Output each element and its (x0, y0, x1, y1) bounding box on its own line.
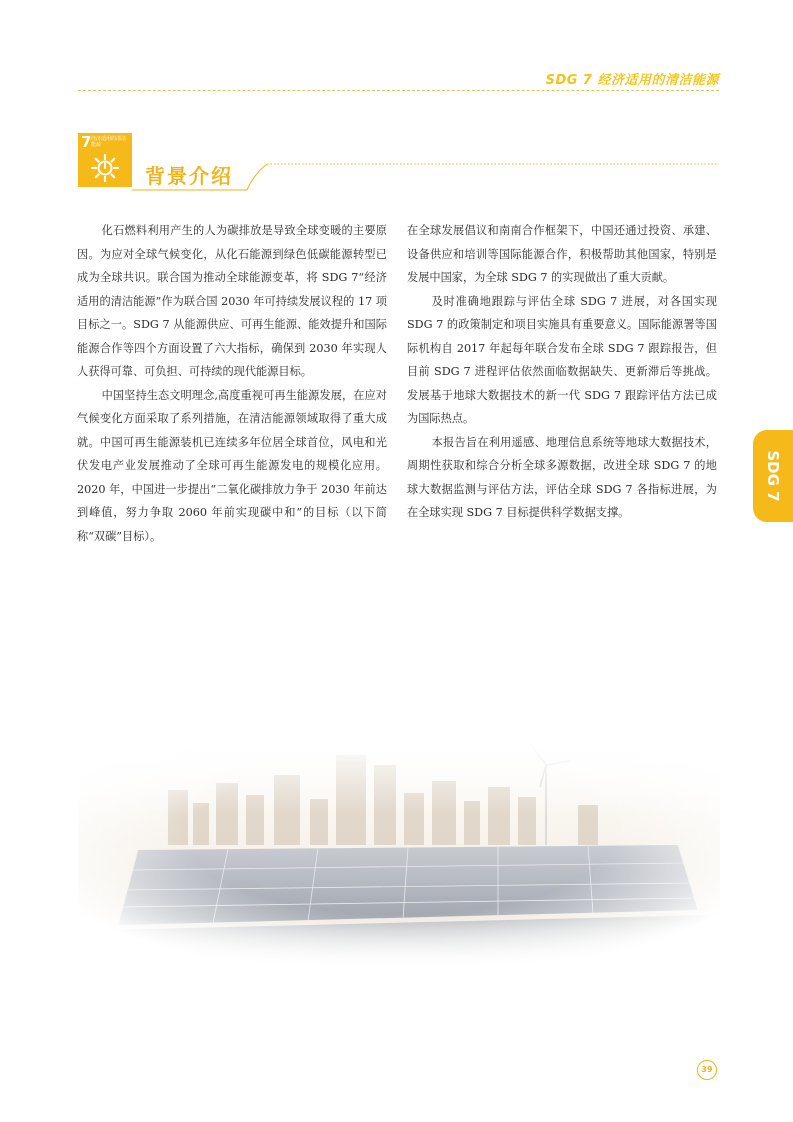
paragraph-report-aim: 本报告旨在利用遥感、地理信息系统等地球大数据技术，周期性获取和综合分析全球多源数据，改进全球 SDG 7 的地球大数据监测与评估方法，评估全球 SDG 7 各指标进展，为在全球实现 SDG 7 目标提供科学数据支撑。 (407, 435, 717, 519)
paragraph-international-cooperation: 在全球发展倡议和南南合作框架下，中国还通过投资、承建、设备供应和培训等国际能源合作，积极帮助其他国家，特别是发展中国家，为全球 SDG 7 的实现做出了重大贡献。 (407, 224, 717, 284)
side-tab-label: SDG 7 (764, 450, 782, 502)
section-title: 背景介绍 (145, 164, 233, 188)
body-column-right (407, 219, 717, 525)
paragraph-carbon-emissions: 化石燃料利用产生的人为碳排放是导致全球变暖的主要原因。为应对全球气候变化，从化石能源到绿色低碳能源转型已成为全球共识。联合国为推动全球能源变革，将 SDG 7“经济适用的清洁能源”作为联合国 2030 年可持续发展议程的 17 项目标之一。SDG 7 从能源供应、可再生能源、能效提升和国际能源合作等四个方面设置了六大指标，确保到 2030 年实现人人获得可靠、可负担、可持续的现代能源目标。 (77, 224, 387, 378)
body-column-left (77, 219, 387, 548)
running-header-title: SDG 7 经济适用的清洁能源 (545, 73, 719, 88)
sun-power-icon (90, 153, 120, 183)
header-rule (78, 90, 719, 91)
paragraph-china-renewables: 中国坚持生态文明理念,高度重视可再生能源发展，在应对气候变化方面采取了系列措施，在清洁能源领域取得了重大成就。中国可再生能源装机已连续多年位居全球首位，风电和光伏发电产业发展推动了全球可再生能源发电的规模化应用。2020 年，中国进一步提出“二氧化碳排放力争于 2030 年前达到峰值，努力争取 2060 年前实现碳中和”的目标（以下简称“双碳”目标）。 (77, 388, 387, 543)
solar-panels-photo (78, 735, 720, 965)
page-number: 39 (697, 1060, 717, 1080)
badge-number: 7 (81, 133, 92, 151)
side-chapter-tab (753, 430, 793, 522)
sdg-7-badge (78, 133, 132, 187)
badge-label: 经济适用的清洁能源 (91, 136, 127, 148)
paragraph-tracking-assessment: 及时准确地跟踪与评估全球 SDG 7 进展，对各国实现 SDG 7 的政策制定和项目实施具有重要意义。国际能源署等国际机构自 2017 年起每年联合发布全球 SDG 7 跟踪报告，但目前 SDG 7 进程评估依然面临数据缺失、更新滞后等挑战。发展基于地球大数据技术的新一代 SDG 7 跟踪评估方法已成为国际热点。 (407, 294, 717, 425)
